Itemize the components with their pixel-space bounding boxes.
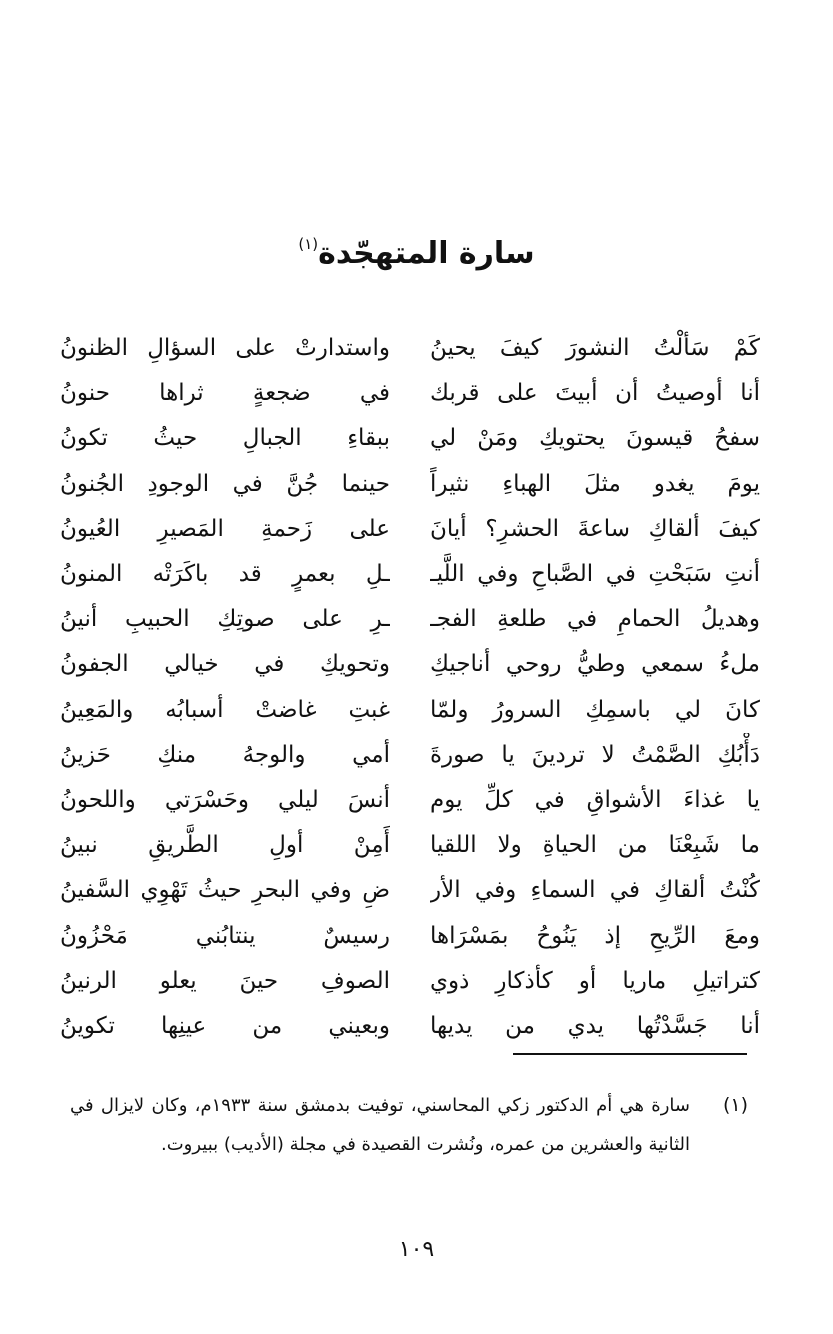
page-number: ١٠٩ [398, 1237, 435, 1262]
verse [60, 733, 760, 778]
verse-second-hemistich: حينما جُنَّ في الوجودِ الجُنونُ [60, 470, 390, 497]
verse [60, 688, 760, 733]
verse-second-hemistich: رسيسٌ ينتابُني مَحْزُونُ [60, 922, 390, 949]
verse-second-hemistich: ببقاءِ الجبالِ حيثُ تكونُ [60, 425, 390, 452]
verse-first-hemistich: كتراتيلِ ماريا أو كأذكارِ ذوي [430, 967, 760, 994]
verse [60, 507, 760, 552]
verse [60, 552, 760, 597]
verse-second-hemistich: واستدارتْ على السؤالِ الظنونُ [60, 335, 390, 362]
verse-first-hemistich: ملءُ سمعي وطيُّ روحي أناجيكِ [430, 651, 760, 678]
verse [60, 642, 760, 687]
verse-first-hemistich: أنتِ سَبَحْتِ في الصَّباحِ وفي اللَّيـ [430, 561, 760, 588]
verse-first-hemistich: ما شَبِعْنَا من الحياةِ ولا اللقيا [430, 832, 760, 859]
verse [60, 868, 760, 913]
verse [60, 462, 760, 507]
verse [60, 913, 760, 958]
verse-second-hemistich: ـرِ على صوتِكِ الحبيبِ أنينُ [60, 606, 390, 633]
verse [60, 326, 760, 371]
verse-second-hemistich: أنسَ ليلي وحَسْرَتي واللحونُ [60, 786, 390, 813]
poem-title-text: سارة المتهجّدة [318, 236, 535, 271]
verse-second-hemistich: الصوفِ حينَ يعلو الرنينُ [60, 967, 390, 994]
footnote [70, 1086, 748, 1164]
verse [60, 823, 760, 868]
verse-second-hemistich: على زَحمةِ المَصيرِ العُيونُ [60, 515, 390, 542]
verse-first-hemistich: كيفَ ألقاكِ ساعةَ الحشرِ؟ أيانَ [430, 515, 760, 542]
verse-first-hemistich: سفحُ قيسونَ يحتويكِ ومَنْ لي [430, 425, 760, 452]
verse-first-hemistich: دَأْبُكِ الصَّمْتُ لا تردينَ يا صورةَ [430, 741, 760, 768]
verse-second-hemistich: وبعيني من عينِها تكوينُ [60, 1012, 390, 1039]
verse [60, 416, 760, 461]
verse [60, 1004, 760, 1049]
verse-first-hemistich: ومعَ الرِّيحِ إذ يَنُوحُ بمَسْرَاها [430, 922, 760, 949]
verse [60, 371, 760, 416]
verse [60, 778, 760, 823]
verse-second-hemistich: أمي والوجهُ منكِ حَزينُ [60, 741, 390, 768]
verse-first-hemistich: أنا أوصيتُ أن أبيتَ على قربك [430, 380, 760, 407]
poem-title [0, 218, 833, 280]
footnote-marker: (١) [722, 1094, 748, 1116]
verse [60, 597, 760, 642]
verse [60, 959, 760, 1004]
verse-second-hemistich: أَمِنْ أولِ الطَّريقِ نبينُ [60, 832, 390, 859]
verse-first-hemistich: كانَ لي باسمِكِ السرورُ ولمّا [430, 696, 760, 723]
verse-first-hemistich: كَمْ سَألْتُ النشورَ كيفَ يحينُ [430, 335, 760, 362]
verse-first-hemistich: أنا جَسَّدْتُها يدي من يديها [430, 1012, 760, 1039]
verse-first-hemistich: كُنْتُ ألقاكِ في السماءِ وفي الأر [430, 877, 760, 904]
verse-second-hemistich: ضِ وفي البحرِ حيثُ تَهْوِي السَّفينُ [60, 877, 390, 904]
verse-second-hemistich: غبتِ غاضتْ أسبابُه والمَعِينُ [60, 696, 390, 723]
title-footnote-marker: (١) [298, 235, 319, 253]
footnote-text: سارة هي أم الدكتور زكي المحاسني، توفيت بدمشق سنة ١٩٣٣م، وكان لايزال في الثانية والعشرين من عمره، ونُشرت القصيدة في مجلة (الأديب) ببيروت. [70, 1095, 690, 1155]
verse-first-hemistich: وهديلُ الحمامِ في طلعةِ الفجـ [430, 606, 760, 633]
footnote-separator [513, 1053, 747, 1055]
verse-second-hemistich: ـلِ بعمرٍ قد باكَرَتْه المنونُ [60, 561, 390, 588]
verse-first-hemistich: يومَ يغدو مثلَ الهباءِ نثيراً [430, 470, 760, 497]
verse-second-hemistich: وتحويكِ في خيالي الجفونُ [60, 651, 390, 678]
verse-second-hemistich: في ضجعةٍ ثراها حنونُ [60, 380, 390, 407]
verse-first-hemistich: يا غذاءَ الأشواقِ في كلِّ يوم [430, 786, 760, 813]
poem-verses [60, 326, 760, 1049]
